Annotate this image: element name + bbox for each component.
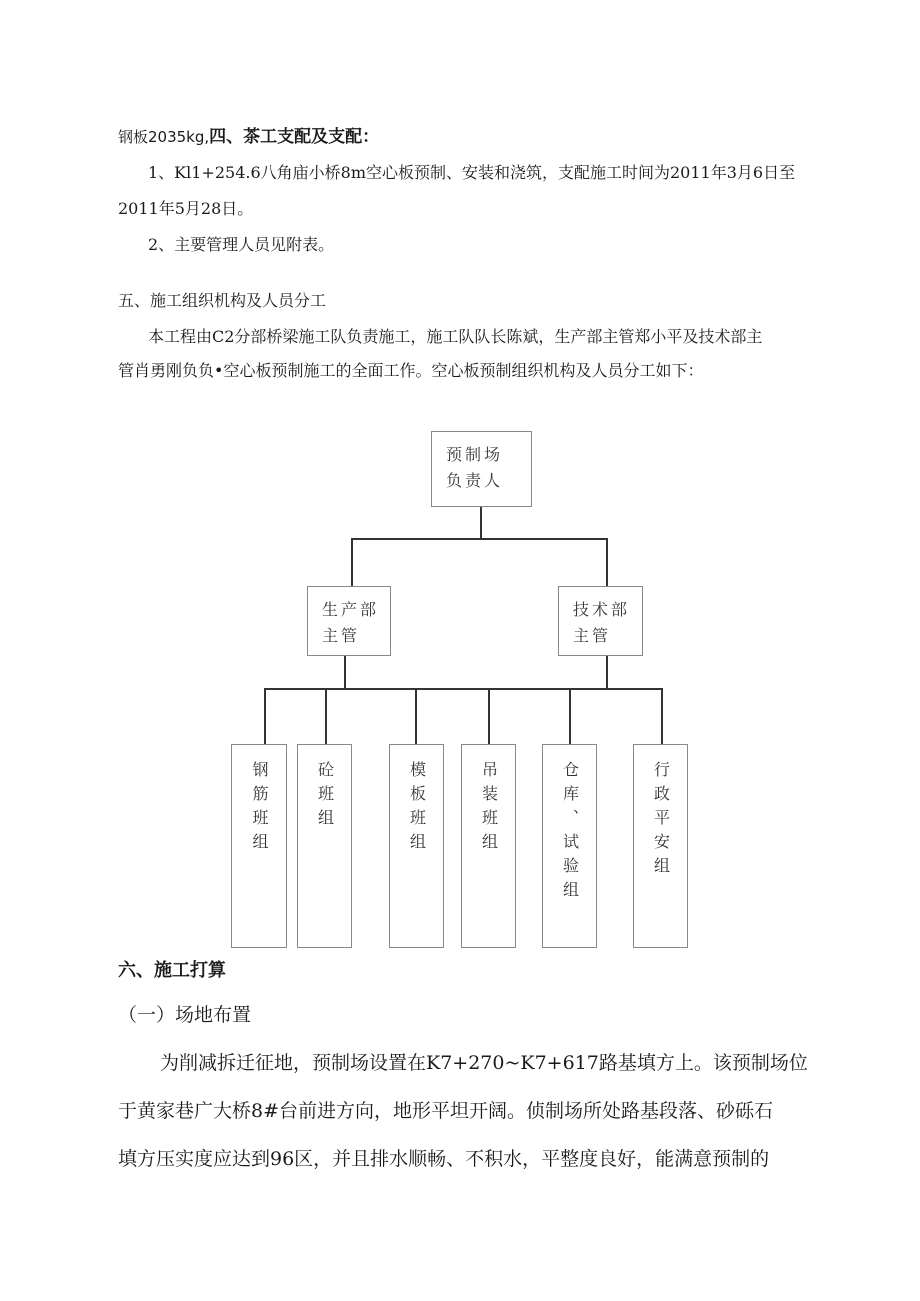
section5-paragraph-line-b: 管肖勇刚负负•空心板预制施工的全面工作。空心板预制组织机构及人员分工如下： — [118, 361, 704, 380]
team-admin-label: 行政平安组 — [651, 761, 671, 881]
connector-to-technical — [606, 538, 608, 586]
team-warehouse-label: 仓库、试验组 — [560, 761, 580, 905]
body-paragraph-line-c: 填方压实度应达到96区，并且排水顺畅、不积水，平整度良好，能满意预制的 — [118, 1148, 770, 1170]
site-manager-line1: 预制场 — [446, 445, 504, 464]
connector-team-6 — [661, 688, 663, 744]
connector-team-3 — [415, 688, 417, 744]
team-rebar-label: 钢筋班组 — [250, 761, 269, 857]
item-1-line-a: 1、Kl1+254.6八角庙小桥8m空心板预制、安装和浇筑，支配施工时间为2011年3月6日至 — [148, 163, 796, 182]
body-paragraph-line-b: 于黄家巷广大桥8#台前进方向，地形平坦开阔。侦制场所处路基段落、砂砾石 — [118, 1100, 774, 1122]
section5-paragraph-line-a: 本工程由C2分部桥梁施工队负责施工，施工队队长陈斌，生产部主管郑小平及技术部主 — [148, 327, 763, 346]
org-box-production-supervisor — [307, 586, 391, 656]
connector-production-down — [344, 654, 346, 690]
section5-title: 五、施工组织机构及人员分工 — [118, 291, 327, 310]
production-line1: 生产部 — [322, 600, 380, 619]
org-box-team-admin-safety — [633, 744, 688, 948]
connector-to-production — [351, 538, 353, 586]
connector-team-2 — [325, 688, 327, 744]
connector-mid-horizontal — [351, 538, 608, 540]
connector-bottom-horizontal — [264, 688, 663, 690]
section4-heading: 四、茶工支配及支配： — [209, 127, 380, 147]
org-box-team-lifting — [461, 744, 516, 948]
team-concrete-label: 砼班组 — [315, 761, 335, 833]
technical-line2: 主管 — [573, 626, 612, 645]
org-box-technical-supervisor — [558, 586, 643, 656]
technical-line1: 技术部 — [573, 600, 631, 619]
body-paragraph-line-a: 为削减拆迁征地，预制场设置在K7+270~K7+617路基填方上。该预制场位 — [160, 1052, 808, 1074]
section6-title: 六、施工打算 — [118, 960, 226, 981]
org-box-team-formwork — [389, 744, 444, 948]
subsection-1-title: （一）场地布置 — [118, 1004, 252, 1026]
connector-team-4 — [488, 688, 490, 744]
org-box-site-manager — [431, 431, 532, 507]
connector-team-1 — [264, 688, 266, 744]
org-box-team-concrete — [297, 744, 352, 948]
connector-team-5 — [569, 688, 571, 744]
team-formwork-label: 模板班组 — [407, 761, 427, 857]
item-2: 2、主要管理人员见附表。 — [148, 235, 335, 254]
connector-top-vertical — [480, 506, 482, 540]
connector-technical-down — [606, 654, 608, 690]
org-box-team-warehouse-testing — [542, 744, 597, 948]
site-manager-line2: 负责人 — [446, 471, 504, 490]
steel-weight-text: 钢板2035kg, — [118, 128, 210, 146]
team-lifting-label: 吊装班组 — [479, 761, 499, 857]
item-1-line-b: 2011年5月28日。 — [118, 199, 254, 218]
production-line2: 主管 — [322, 626, 361, 645]
org-box-team-rebar — [231, 744, 287, 948]
